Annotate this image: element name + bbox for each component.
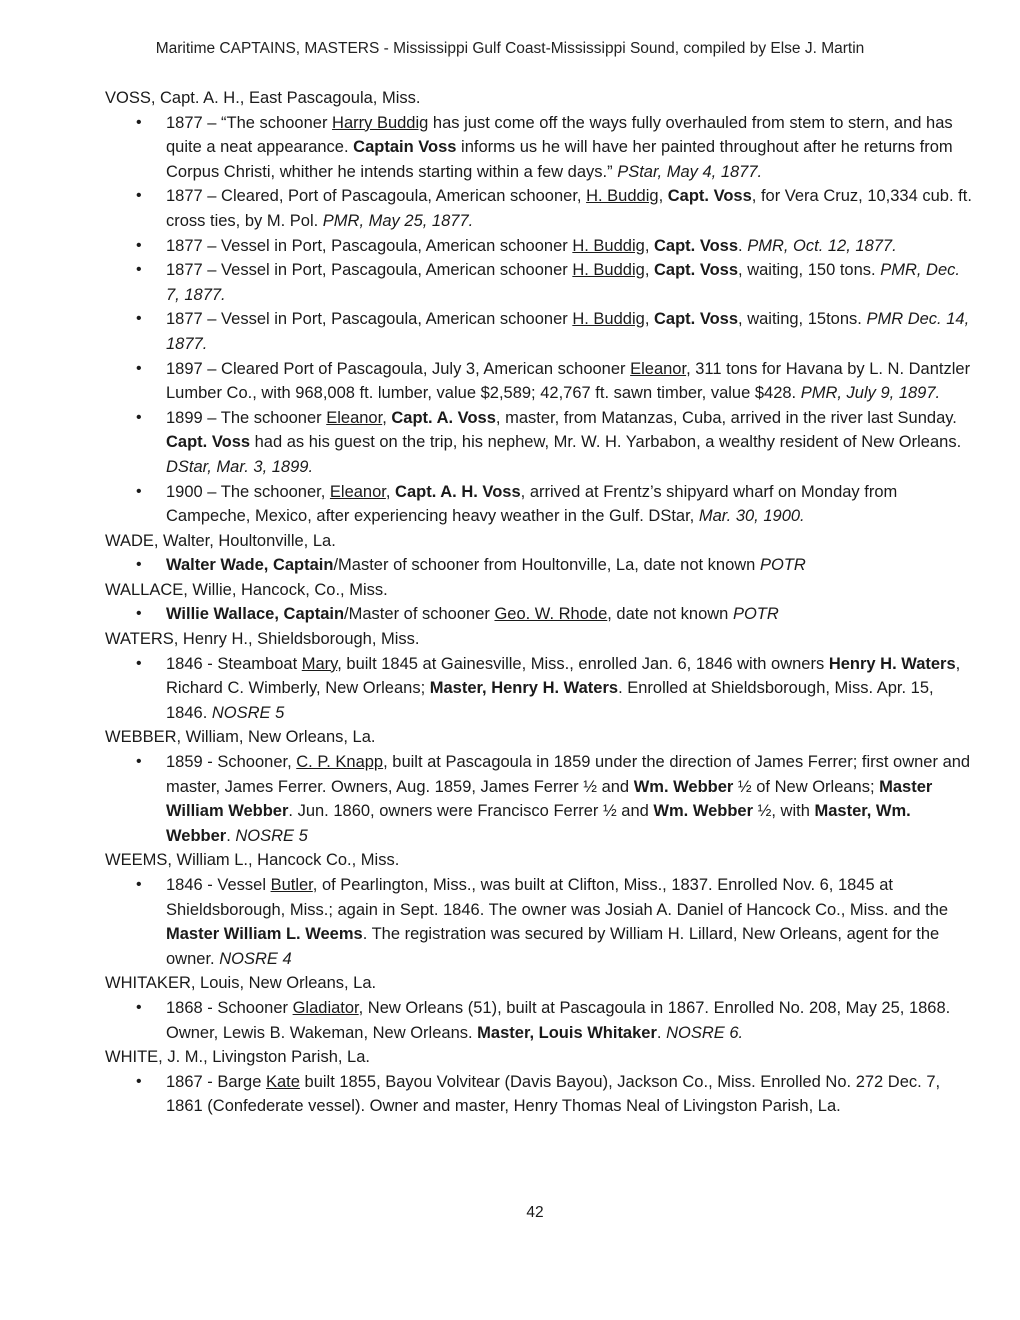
source-citation: DStar, Mar. 3, 1899. [166, 457, 314, 476]
source-citation: PMR, Dec. 7, 1877. [166, 261, 960, 304]
entry-heading: WADE, Walter, Houltonville, La. [105, 531, 336, 550]
text-run: 1867 - Barge [166, 1072, 266, 1091]
list-item [166, 234, 975, 259]
bold-name: Capt. A. H. Voss [395, 482, 521, 501]
text-run: ½, with [753, 802, 815, 821]
list-item [166, 357, 975, 406]
text-run: 1877 – Vessel in Port, Pascagoula, American schooner [166, 261, 573, 280]
entries-list [105, 86, 975, 1119]
bold-name: Henry H. Waters [828, 654, 956, 673]
source-citation: PMR Dec. 14, 1877. [166, 310, 970, 353]
text-run: 1899 – The schooner [166, 408, 327, 427]
text-run: 1877 – Cleared, Port of Pascagoula, American schooner, [166, 187, 587, 206]
entry-items [105, 553, 975, 578]
entry-items [105, 1070, 975, 1119]
vessel-name: Geo. W. Rhode [494, 605, 608, 624]
bold-name: Capt. A. Voss [391, 408, 496, 427]
text-run: 1846 - Vessel [166, 876, 271, 894]
text-run: . Jun. 1860, owners were Francisco Ferrer ½ and [288, 802, 654, 821]
text-run: , [382, 408, 392, 427]
vessel-name: H. Buddig [572, 310, 645, 329]
text-run: , [644, 236, 654, 255]
source-citation: PMR, May 25, 1877. [322, 211, 474, 230]
list-item [166, 1070, 975, 1119]
text-run: 1877 – Vessel in Port, Pascagoula, American schooner [166, 236, 573, 255]
entry-heading: WEBBER, William, New Orleans, La. [105, 728, 376, 747]
source-citation: POTR [732, 605, 779, 624]
entry-heading: WALLACE, Willie, Hancock, Co., Miss. [105, 580, 388, 599]
source-citation: PStar, May 4, 1877. [617, 162, 763, 181]
vessel-name: Harry Buddig [332, 113, 429, 132]
bold-name: Wm. Webber [633, 777, 734, 796]
bold-name: Master William L. Weems [166, 925, 363, 944]
list-item [166, 111, 975, 185]
text-run: /Master of schooner [344, 605, 495, 624]
bold-name: Capt. Voss [166, 433, 251, 452]
vessel-name: Eleanor [329, 482, 386, 501]
entry-items [105, 652, 975, 726]
text-run: , waiting, 150 tons. [738, 261, 881, 280]
text-run: , master, from Matanzas, Cuba, arrived in the river last Sunday. [495, 408, 957, 427]
page-number: 42 [526, 1204, 544, 1221]
text-run: , [658, 187, 668, 206]
text-run: informs us he will have her painted throughout after he returns from Corpus Christi, whither he intends starting within a few days.” [166, 138, 953, 181]
text-run: , 311 tons for Havana by L. N. Dantzler Lumber Co., with 968,008 ft. lumber, value $2,589; 42,767 ft. sawn timber, value $428. [166, 359, 971, 403]
text-run: had as his guest on the trip, his nephew, Mr. W. H. Yarbabon, a wealthy resident of New Orleans. [250, 433, 962, 452]
source-citation: POTR [759, 556, 806, 575]
text-run: 1877 – Vessel in Port, Pascagoula, American schooner [166, 310, 573, 329]
text-run: , built at Pascagoula in 1859 under the direction of James Ferrer; first owner and master, James Ferrer. Owners, Aug. 1859, James Ferrer ½ and [166, 753, 971, 796]
vessel-name: C. P. Knapp [296, 753, 384, 772]
text-run: , built 1845 at Gainesville, Miss., enrolled Jan. 6, 1846 with owners [337, 654, 829, 673]
source-citation: PMR, Oct. 12, 1877. [747, 236, 897, 255]
bold-name: Captain Voss [353, 138, 457, 157]
text-run: /Master of schooner from Houltonville, La, date not known [333, 556, 760, 575]
entry-items [105, 750, 975, 848]
bold-name: Walter Wade, Captain [166, 556, 334, 575]
entry-heading: WHITAKER, Louis, New Orleans, La. [105, 974, 377, 993]
text-run: , New Orleans (51), built at Pascagoula in 1867. Enrolled No. 208, May 25, 1868. Owner, Lewis B. Wakeman, New Orleans. [166, 998, 951, 1042]
list-item [166, 406, 975, 480]
text-run: 1846 - Steamboat [166, 654, 302, 673]
bold-name: Willie Wallace, Captain [166, 605, 345, 624]
entry-heading: WHITE, J. M., Livingston Parish, La. [105, 1048, 370, 1067]
entry-heading: WATERS, Henry H., Shieldsborough, Miss. [105, 630, 420, 649]
list-item [166, 873, 975, 971]
source-citation: NOSRE 4 [219, 949, 292, 968]
source-citation: NOSRE 5 [235, 826, 308, 845]
vessel-name: Butler [270, 876, 313, 894]
vessel-name: Mary [301, 654, 338, 673]
list-item [166, 184, 975, 233]
text-run: , Richard C. Wimberly, New Orleans; [166, 654, 961, 698]
source-citation: Mar. 30, 1900. [698, 507, 805, 526]
text-run: 1859 - Schooner, [166, 753, 297, 772]
list-item [166, 553, 975, 578]
vessel-name: H. Buddig [586, 187, 659, 206]
source-citation: NOSRE 6. [666, 1023, 744, 1042]
text-run: . The registration was secured by William H. Lillard, New Orleans, agent for the owner. [166, 925, 940, 968]
list-item [166, 652, 975, 726]
entry-items [105, 873, 975, 971]
bold-name: Master, Louis Whitaker [477, 1023, 657, 1042]
vessel-name: Eleanor [630, 359, 687, 378]
vessel-name: Eleanor [326, 408, 383, 427]
text-run: , date not known [607, 605, 733, 624]
text-run: , of Pearlington, Miss., was built at Clifton, Miss., 1837. Enrolled Nov. 6, 1845 at Shieldsborough, Miss.; again in Sept. 1846. The owner was Josiah A. Daniel of Hancock Co., Miss. and the [166, 876, 949, 919]
vessel-name: Gladiator [292, 998, 359, 1017]
list-item [166, 750, 975, 848]
text-run: . [226, 826, 236, 845]
entry-items [105, 996, 975, 1045]
text-run: , waiting, 15tons. [738, 310, 867, 329]
vessel-name: Kate [265, 1072, 300, 1091]
text-run: ½ of New Orleans; [733, 777, 880, 796]
page-header: Maritime CAPTAINS, MASTERS - Mississippi Gulf Coast-Mississippi Sound, compiled by Else J. Martin [155, 40, 865, 57]
entry-items [105, 602, 975, 627]
bold-name: Capt. Voss [667, 187, 752, 206]
text-run: , arrived at Frentz’s shipyard wharf on Monday from Campeche, Mexico, after experiencing heavy weather in the Gulf. DStar, [166, 482, 898, 526]
entry-heading: WEEMS, William L., Hancock Co., Miss. [105, 851, 400, 870]
bold-name: Master, Wm. Webber [166, 802, 911, 845]
entry-items [105, 111, 975, 529]
text-run: , [644, 261, 654, 280]
text-run: 1877 – “The schooner [166, 113, 333, 132]
bold-name: Capt. Voss [653, 310, 739, 329]
text-run: built 1855, Bayou Volvitear (Davis Bayou), Jackson Co., Miss. Enrolled No. 272 Dec. 7, 1861 (Confederate vessel). Owner and master, Henry Thomas Neal of Livingston Parish, La. [166, 1072, 941, 1116]
bold-name: Capt. Voss [653, 261, 739, 280]
source-citation: NOSRE 5 [211, 703, 285, 722]
text-run: , [644, 310, 654, 329]
text-run: 1900 – The schooner, [166, 482, 330, 501]
entry-heading: VOSS, Capt. A. H., East Pascagoula, Miss. [105, 89, 421, 107]
list-item [166, 996, 975, 1045]
text-run: 1897 – Cleared Port of Pascagoula, July 3, American schooner [166, 359, 631, 378]
bold-name: Master William Webber [166, 777, 933, 821]
list-item [166, 602, 975, 627]
text-run: . [656, 1023, 667, 1042]
list-item [166, 307, 975, 356]
text-run: , [385, 482, 396, 501]
text-run: 1868 - Schooner [166, 998, 293, 1017]
text-run: . Enrolled at Shieldsborough, Miss. Apr. 15, 1846. [166, 679, 934, 722]
bold-name: Wm. Webber [653, 802, 754, 821]
list-item [166, 480, 975, 529]
bold-name: Capt. Voss [653, 236, 739, 255]
source-citation: PMR, July 9, 1897. [800, 384, 941, 403]
text-run: . [738, 236, 748, 255]
vessel-name: H. Buddig [572, 261, 645, 280]
list-item [166, 258, 975, 307]
text-run: , for Vera Cruz, 10,334 cub. ft. cross ties, by M. Pol. [166, 187, 972, 230]
bold-name: Master, Henry H. Waters [429, 679, 619, 698]
text-run: has just come off the ways fully overhauled from stem to stern, and has quite a neat appearance. [166, 113, 953, 157]
vessel-name: H. Buddig [572, 236, 645, 255]
